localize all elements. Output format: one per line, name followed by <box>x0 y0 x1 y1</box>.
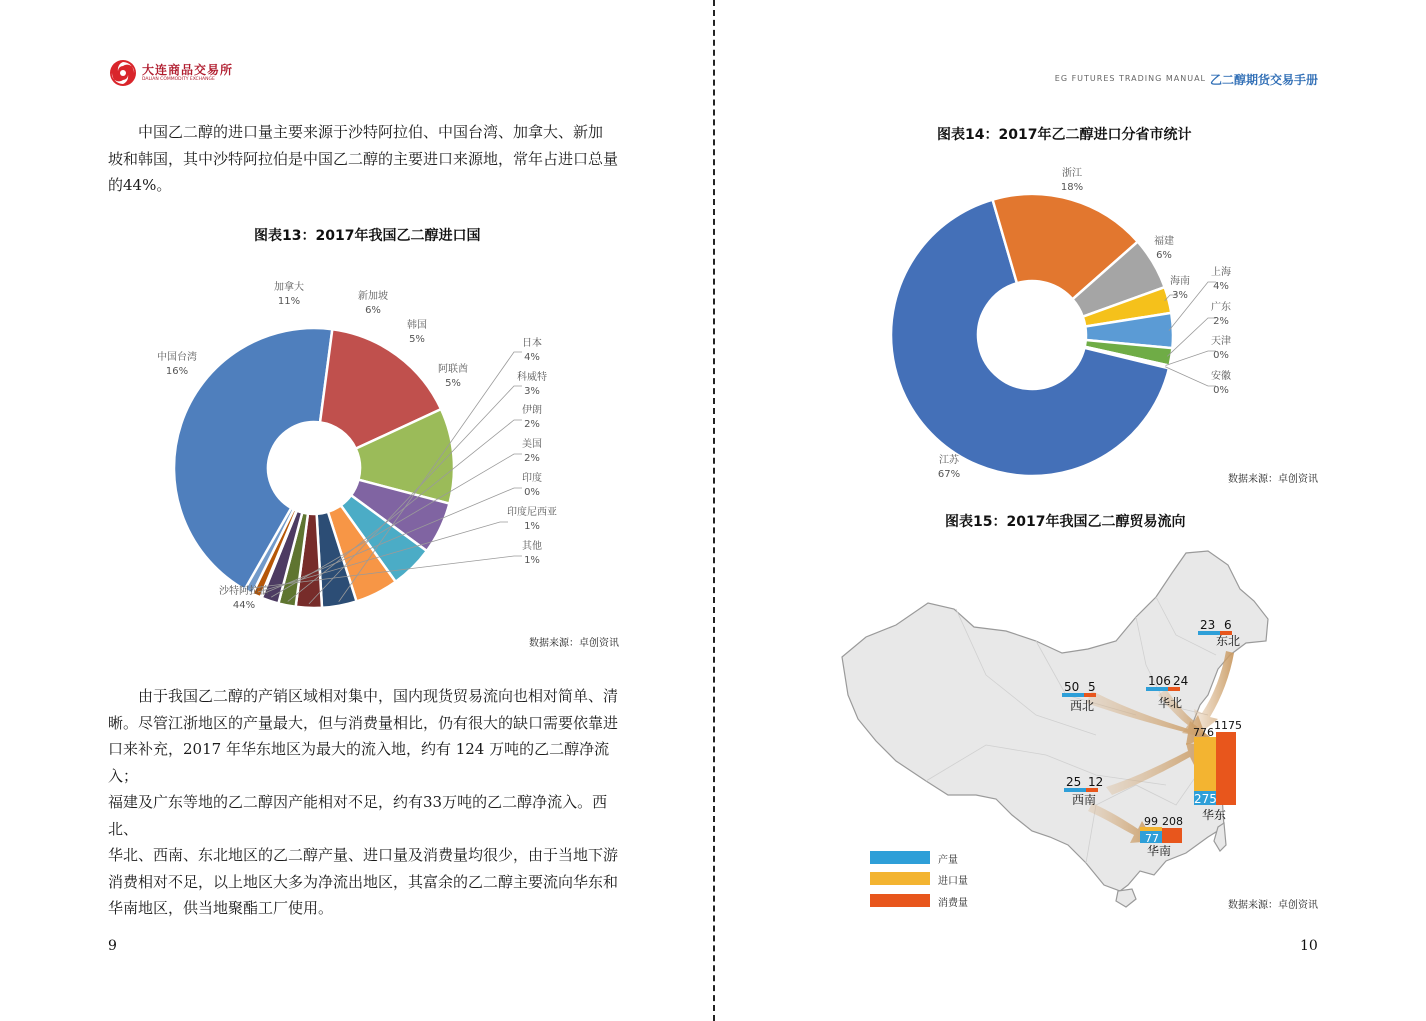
label-加拿大 <box>274 280 304 307</box>
category-label: 安徽 <box>1211 371 1231 382</box>
page-number: 9 <box>108 938 117 954</box>
value-label: 0% <box>1213 350 1229 361</box>
category-label: 广东 <box>1211 302 1231 313</box>
value-label: 67% <box>937 469 961 480</box>
category-label: 科威特 <box>517 372 547 383</box>
text-line: 华北、西南、东北地区的乙二醇产量、进口量及消费量均很少，由于当地下游 <box>108 846 619 864</box>
south-import-value: 99 <box>1144 815 1158 828</box>
figure-15-title: 图表15：2017年我国乙二醇贸易流向 <box>945 514 1186 530</box>
header-en: EG FUTURES TRADING MANUAL <box>1054 74 1206 83</box>
south-label: 华南 <box>1147 844 1172 858</box>
logo-en-text: DALIAN COMMODITY EXCHANGE <box>142 77 215 82</box>
value-label: 3% <box>524 386 540 397</box>
label-中国台湾 <box>157 350 197 377</box>
value-label: 3% <box>1172 290 1188 301</box>
legend-import-swatch <box>870 872 930 885</box>
category-label: 韩国 <box>407 320 427 331</box>
category-label: 阿联酋 <box>438 364 468 375</box>
text-line: 口来补充，2017 年华东地区为最大的流入地，约有 124 万吨的乙二醇净流入； <box>108 740 610 785</box>
east-production-value: 275 <box>1194 792 1217 806</box>
value-label: 6% <box>365 305 381 316</box>
value-label: 5% <box>409 334 425 345</box>
value-label: 0% <box>1213 385 1229 396</box>
label-江苏 <box>938 453 960 480</box>
label-浙江 <box>1061 166 1083 193</box>
category-label: 印度 <box>522 473 542 484</box>
east-consumption-bar <box>1216 732 1236 805</box>
leader-line <box>1166 351 1216 365</box>
east-label: 华东 <box>1202 808 1227 822</box>
category-label: 上海 <box>1211 267 1231 278</box>
south-consumption-bar <box>1162 828 1182 843</box>
east-consumption-value: 1175 <box>1214 719 1242 732</box>
text-line: 坡和韩国，其中沙特阿拉伯是中国乙二醇的主要进口来源地，常年占进口总量 <box>108 149 619 168</box>
northwest-value-b: 5 <box>1088 680 1096 694</box>
category-label: 江苏 <box>939 455 959 466</box>
south-production-value: 77 <box>1145 832 1159 845</box>
category-label: 中国台湾 <box>157 352 197 363</box>
label-福建 <box>1154 234 1174 261</box>
label-广东 <box>1167 300 1231 356</box>
category-label: 沙特阿拉伯 <box>219 586 269 597</box>
value-label: 44% <box>232 600 256 611</box>
figure-13-source: 数据来源：卓创资讯 <box>529 638 619 649</box>
north-label: 华北 <box>1158 696 1183 710</box>
northeast-value-b: 6 <box>1224 618 1232 632</box>
figure-13-donut-chart <box>100 270 700 650</box>
value-label: 5% <box>445 378 461 389</box>
value-label: 4% <box>1213 281 1229 292</box>
southwest-label: 西南 <box>1072 793 1097 807</box>
value-label: 0% <box>524 487 540 498</box>
dce-swirl-icon <box>108 58 138 88</box>
category-label: 浙江 <box>1062 168 1082 179</box>
figure-13-title: 图表13：2017年我国乙二醇进口国 <box>254 228 481 244</box>
label-新加坡 <box>358 289 388 316</box>
figure-14-donut-chart <box>870 150 1340 490</box>
category-label: 福建 <box>1154 236 1174 247</box>
category-label: 其他 <box>522 541 542 552</box>
legend-import-label: 进口量 <box>938 876 968 887</box>
east-import-value: 776 <box>1193 726 1214 739</box>
header-cn: 乙二醇期货交易手册 <box>1209 73 1318 87</box>
east-import-bar <box>1194 737 1216 791</box>
north-value-b: 24 <box>1173 674 1189 688</box>
legend-consumption-label: 消费量 <box>938 898 968 909</box>
legend-production-swatch <box>870 851 930 864</box>
legend-production-label: 产量 <box>938 855 958 866</box>
label-海南 <box>1165 274 1190 301</box>
value-label: 2% <box>1213 316 1229 327</box>
text-line: 晰。尽管江浙地区的产量最大，但与消费量相比，仍有很大的缺口需要依靠进 <box>108 713 619 732</box>
category-label: 新加坡 <box>358 291 388 302</box>
text-line: 的44%。 <box>108 176 172 194</box>
page-divider <box>713 0 715 1021</box>
text-line: 福建及广东等地的乙二醇因产能相对不足，约有33万吨的乙二醇净流入。西北、 <box>108 793 608 838</box>
northeast-value-a: 23 <box>1200 618 1216 632</box>
value-label: 1% <box>524 521 540 532</box>
page-number-right: 10 <box>1300 938 1318 954</box>
north-value-a: 106 <box>1148 674 1171 688</box>
hainan-island <box>1116 889 1136 907</box>
value-label: 1% <box>524 555 540 566</box>
value-label: 16% <box>165 366 189 377</box>
label-安徽 <box>1165 367 1231 396</box>
dce-logo <box>108 58 268 88</box>
figure-15-source: 数据来源：卓创资讯 <box>1228 900 1318 911</box>
leader-line <box>1165 367 1216 386</box>
category-label: 伊朗 <box>522 405 542 416</box>
value-label: 11% <box>277 296 301 307</box>
southwest-value-a: 25 <box>1066 775 1082 789</box>
value-label: 18% <box>1060 182 1084 193</box>
category-label: 加拿大 <box>274 282 304 293</box>
figure-14-source: 数据来源：卓创资讯 <box>1228 474 1318 485</box>
text-line: 华南地区，供当地聚酯工厂使用。 <box>108 899 334 917</box>
south-consumption-value: 208 <box>1162 815 1183 828</box>
text-line: 由于我国乙二醇的产销区域相对集中，国内现货贸易流向也相对简单、清 <box>138 687 619 705</box>
intro-paragraph <box>108 119 618 199</box>
text-line: 消费相对不足，以上地区大多为净流出地区，其富余的乙二醇主要流向华东和 <box>108 872 619 891</box>
figure-14-title: 图表14：2017年乙二醇进口分省市统计 <box>937 127 1192 143</box>
trade-flow-paragraph <box>108 683 618 922</box>
value-label: 6% <box>1156 250 1172 261</box>
category-label: 海南 <box>1170 276 1190 287</box>
label-天津 <box>1166 334 1231 365</box>
left-page <box>0 0 712 1021</box>
legend-consumption-swatch <box>870 894 930 907</box>
value-label: 4% <box>524 352 540 363</box>
value-label: 2% <box>524 419 540 430</box>
value-label: 2% <box>524 453 540 464</box>
category-label: 天津 <box>1211 336 1231 347</box>
southwest-value-b: 12 <box>1088 775 1104 789</box>
logo-cn-text: 大连商品交易所 <box>142 63 234 77</box>
text-line: 中国乙二醇的进口量主要来源于沙特阿拉伯、中国台湾、加拿大、新加 <box>138 123 604 141</box>
category-label: 日本 <box>522 338 542 349</box>
category-label: 印度尼西亚 <box>507 507 557 518</box>
label-阿联酋 <box>438 362 468 389</box>
northeast-label: 东北 <box>1216 634 1241 648</box>
category-label: 美国 <box>522 439 542 450</box>
northwest-label: 西北 <box>1070 699 1095 713</box>
northwest-value-a: 50 <box>1064 680 1080 694</box>
label-韩国 <box>407 318 427 345</box>
